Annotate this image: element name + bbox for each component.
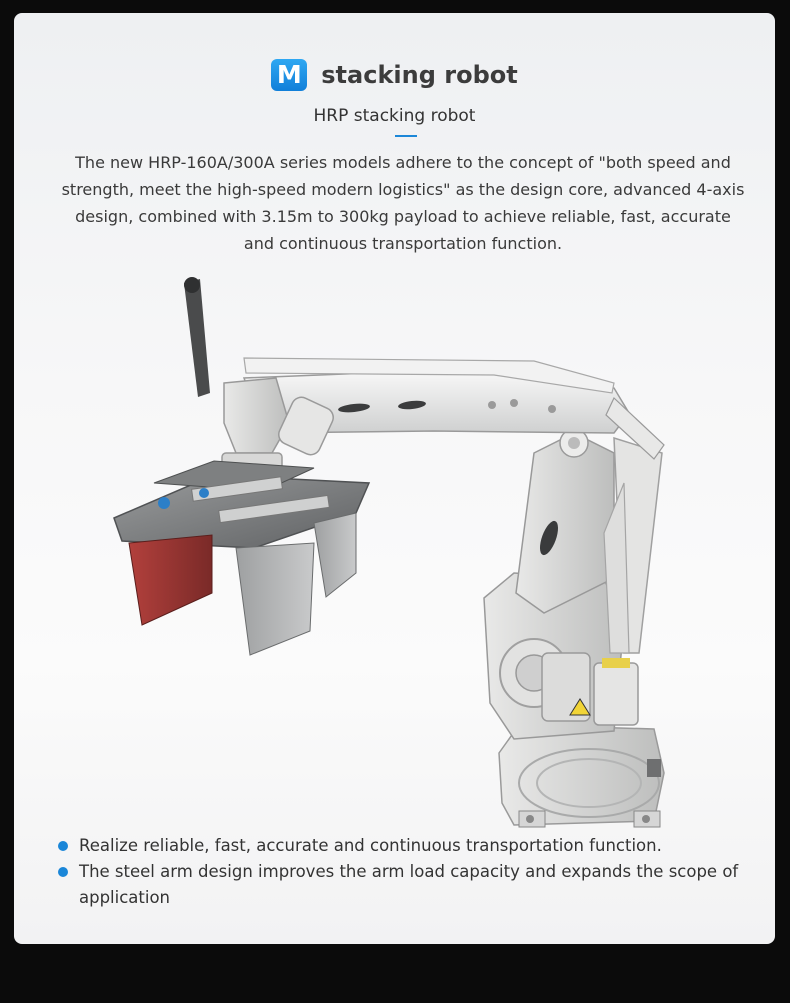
robot-image <box>14 13 775 944</box>
m-logo-icon: M <box>271 59 307 91</box>
list-item <box>58 859 748 911</box>
robot-gripper <box>114 461 369 655</box>
feature-text: Realize reliable, fast, accurate and continuous transportation function. <box>79 836 662 855</box>
robot-base <box>499 725 664 827</box>
bullet-dot-icon <box>58 867 68 877</box>
page-title: stacking robot <box>321 61 518 89</box>
page-subtitle: HRP stacking robot <box>313 106 476 126</box>
feature-text: The steel arm design improves the arm load capacity and expands the scope of application <box>79 862 739 907</box>
bullet-dot-icon <box>58 841 68 851</box>
product-card <box>14 13 775 944</box>
feature-list <box>58 833 748 911</box>
product-description: The new HRP-160A/300A series models adhere to the concept of "both speed and strength, meet the high-speed modern logistics" as the design core, advanced 4-axis design, combined with 3.15m to 300kg payload to achieve reliable, fast, accurate and continuous transportation function. <box>61 153 745 253</box>
list-item <box>58 833 748 859</box>
